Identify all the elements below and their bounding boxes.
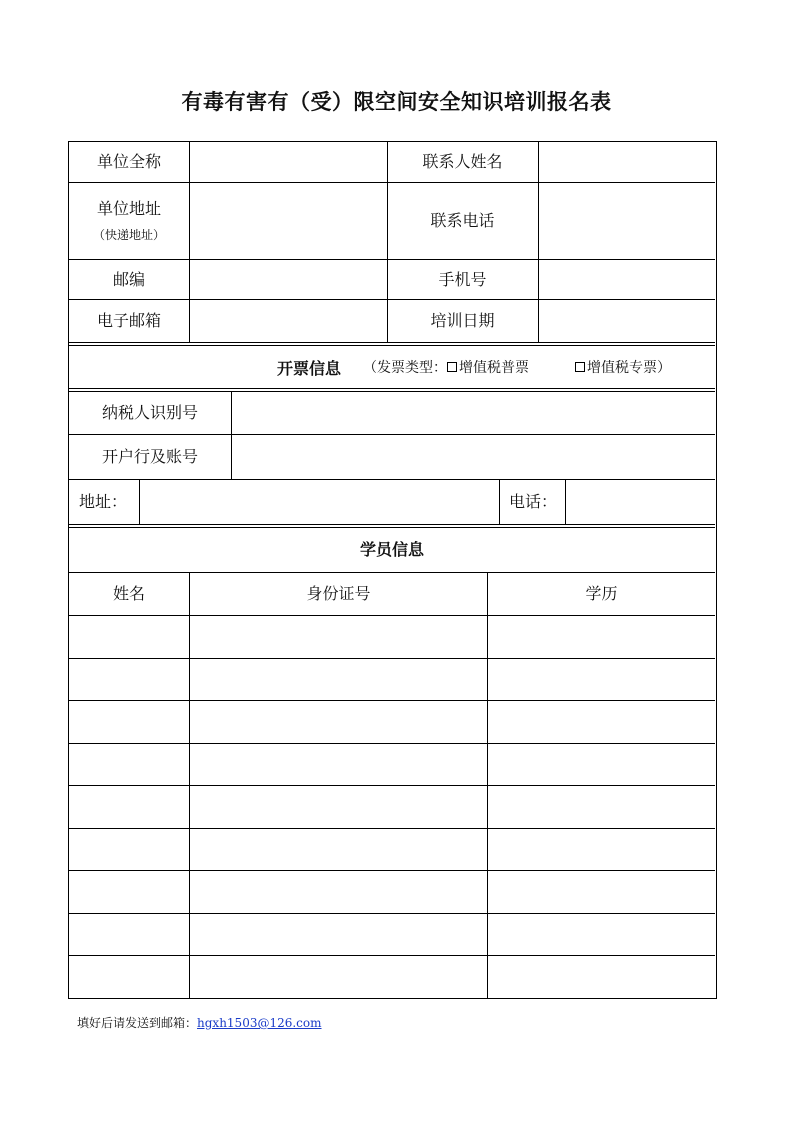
unit-address-field[interactable] xyxy=(190,183,387,259)
student-education-cell[interactable] xyxy=(488,786,715,828)
contact-name-label: 联系人姓名 xyxy=(422,152,503,172)
postcode-label: 邮编 xyxy=(112,269,145,289)
student-name-cell[interactable] xyxy=(69,829,189,871)
student-name-cell[interactable] xyxy=(69,956,189,998)
student-name-cell[interactable] xyxy=(69,786,189,828)
invoice-phone-label: 电话： xyxy=(509,492,558,512)
invoice-type-note xyxy=(363,357,671,377)
student-id-cell[interactable] xyxy=(190,701,487,743)
vat-special-label: 增值税专票 xyxy=(587,360,658,376)
student-id-cell[interactable] xyxy=(190,744,487,786)
postcode-field[interactable] xyxy=(190,260,387,299)
student-name-cell[interactable] xyxy=(69,744,189,786)
unit-address-label: 单位地址 xyxy=(96,199,161,219)
student-education-cell[interactable] xyxy=(488,701,715,743)
mobile-field[interactable] xyxy=(539,260,715,299)
student-name-cell[interactable] xyxy=(69,616,189,658)
unit-name-label: 单位全称 xyxy=(96,152,161,172)
taxpayer-id-field[interactable] xyxy=(232,392,715,434)
student-name-cell[interactable] xyxy=(69,914,189,956)
vat-special-checkbox[interactable] xyxy=(575,362,585,372)
invoice-heading: 开票信息 xyxy=(277,358,342,378)
contact-email-link[interactable]: hgxh1503@126.com xyxy=(197,1016,322,1030)
vat-normal-checkbox[interactable] xyxy=(447,362,457,372)
contact-phone-label: 联系电话 xyxy=(430,211,495,231)
student-education-cell[interactable] xyxy=(488,871,715,913)
student-id-cell[interactable] xyxy=(190,616,487,658)
column-header-education: 学历 xyxy=(585,584,618,604)
student-education-cell[interactable] xyxy=(488,956,715,998)
invoice-type-suffix: ） xyxy=(657,360,672,376)
email-field[interactable] xyxy=(190,300,387,342)
taxpayer-id-label: 纳税人识别号 xyxy=(101,403,198,423)
invoice-address-field[interactable] xyxy=(140,480,499,524)
form-title: 有毒有害有（受）限空间安全知识培训报名表 xyxy=(181,90,612,114)
student-education-cell[interactable] xyxy=(488,829,715,871)
student-education-cell[interactable] xyxy=(488,914,715,956)
email-label: 电子邮箱 xyxy=(96,311,161,331)
column-header-name: 姓名 xyxy=(112,584,145,604)
student-id-cell[interactable] xyxy=(190,871,487,913)
contact-name-field[interactable] xyxy=(539,142,715,182)
student-education-cell[interactable] xyxy=(488,659,715,701)
invoice-address-label: 地址： xyxy=(79,492,128,512)
student-name-cell[interactable] xyxy=(69,701,189,743)
unit-address-label-cell xyxy=(69,183,189,259)
bank-account-field[interactable] xyxy=(232,435,715,479)
students-heading: 学员信息 xyxy=(359,540,424,560)
invoice-type-prefix: （发票类型： xyxy=(363,360,448,376)
student-id-cell[interactable] xyxy=(190,659,487,701)
invoice-header xyxy=(277,346,671,388)
bank-account-label: 开户行及账号 xyxy=(101,447,198,467)
student-education-cell[interactable] xyxy=(488,616,715,658)
student-name-cell[interactable] xyxy=(69,659,189,701)
unit-address-note: （快递地址） xyxy=(92,228,165,243)
training-date-label: 培训日期 xyxy=(430,311,495,331)
student-id-cell[interactable] xyxy=(190,829,487,871)
footer-instruction: 填好后请发送到邮箱： xyxy=(77,1016,198,1030)
unit-name-field[interactable] xyxy=(190,142,387,182)
vat-normal-label: 增值税普票 xyxy=(459,360,530,376)
column-header-id-number: 身份证号 xyxy=(306,584,371,604)
training-date-field[interactable] xyxy=(539,300,715,342)
mobile-label: 手机号 xyxy=(438,269,487,289)
student-id-cell[interactable] xyxy=(190,914,487,956)
student-education-cell[interactable] xyxy=(488,744,715,786)
contact-phone-field[interactable] xyxy=(539,183,715,259)
student-name-cell[interactable] xyxy=(69,871,189,913)
invoice-phone-field[interactable] xyxy=(566,480,715,524)
student-id-cell[interactable] xyxy=(190,786,487,828)
footer-note xyxy=(77,1014,322,1031)
student-id-cell[interactable] xyxy=(190,956,487,998)
registration-form-table xyxy=(68,141,717,999)
